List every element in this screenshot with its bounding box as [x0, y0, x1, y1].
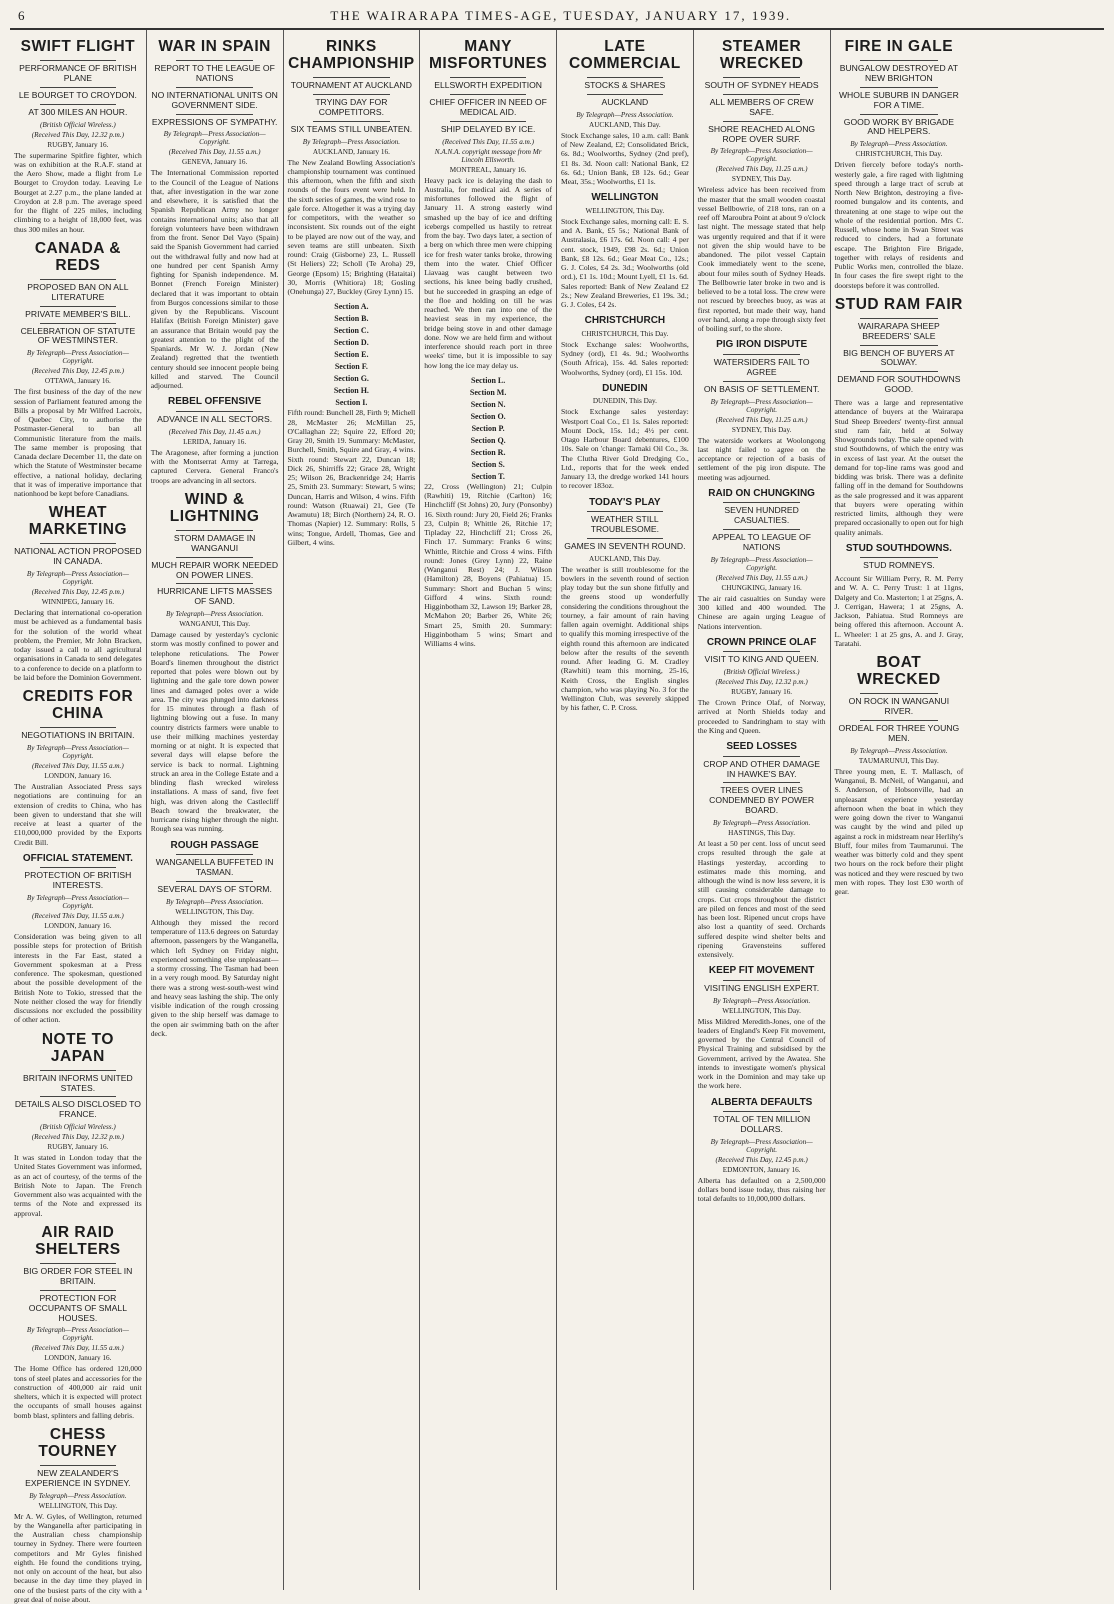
article-body: Stock Exchange sales yesterday: Westport Coal Co., £1 1s. Sales reported: Mount Dock, 15s. 1d.; 4½ per cent. Otago Harbour Board debentures, £100 10s. Sale on 'change: Tarnaki Oil Co., 3s. The Clutha River Gold Dredging Co., Ltd., reports that for the week ended January 13, the dredge worked 141 hours to recover 183oz.: [561, 407, 689, 491]
dateline: LONDON, January 16.: [44, 1354, 112, 1363]
article: [698, 965, 826, 1090]
byline: By Telegraph—Press Association—Copyright.: [710, 1137, 813, 1154]
divider-rule: [723, 77, 800, 78]
received-note: (Received This Day, 11.25 a.m.): [715, 165, 808, 174]
article: [561, 497, 689, 713]
column-7: [831, 30, 968, 1590]
received-note: (Received This Day, 12.32 p.m.): [31, 130, 124, 139]
divider-rule: [313, 77, 390, 78]
divider-rule: [40, 306, 117, 307]
subheadline: SEED LOSSES: [726, 741, 797, 753]
page-number: 6: [18, 8, 26, 23]
article: [835, 296, 964, 537]
divider-rule: [313, 121, 390, 122]
divider-rule: [40, 1465, 117, 1466]
dateline: GENEVA, January 16.: [181, 158, 248, 167]
divider-rule: [723, 94, 800, 95]
article: [561, 315, 689, 377]
byline: By Telegraph—Press Association.: [302, 137, 401, 146]
headline: CREDITS FOR CHINA: [22, 688, 134, 723]
section-heading: Section F.: [334, 362, 368, 372]
divider-rule: [860, 345, 937, 346]
article: [424, 38, 552, 370]
subheadline: KEEP FIT MOVEMENT: [708, 965, 815, 977]
subheadline: ELLSWORTH EXPEDITION: [434, 80, 542, 91]
article-body: The first business of the day of the new session of Parliament featured among the Bills a proposal by Mr Wilfred Lacroix, of Quebec City, to authorise the Postmaster-General to ban all Communistic literature from the mails. The same member is proposing that Canada declare December 11, the date on which the Statute of Westminster became effective, a national holiday, declaring that it was of imperative importance that nationhood be kept before Canadians.: [14, 387, 142, 499]
article-body: Three young men, E. T. Mallasch, of Wanganui, B. McNeil, of Wanganui, and S. Anderson, of Hobsonville, had an unpleasant experience yesterday afternoon when the boat in which they were going down the river to Wanganui was caught by the wind and piled up against a rock in midstream near Herlihy's Bluff, four miles from Taumarunui. The weather was bitterly cold and they spent two hours on the rock before their plight was noticed and they were rescued by two men with ropes. They lost £30 worth of gear.: [834, 766, 964, 897]
article: [698, 38, 826, 333]
article-body: Consideration was being given to all possible steps for protection of British interests in the Far East, stated a Government spokesman at a Press conference. The spokesman, questioned about the possible development of the British Note to Tokio, stressed that the Note neither closed the way for friendly discussions nor excluded the possibility of other action.: [14, 932, 142, 1025]
dateline: AUCKLAND, This Day.: [589, 120, 661, 129]
byline: By Telegraph—Press Association—Copyright.: [710, 555, 813, 572]
section-heading: Section T.: [471, 471, 505, 481]
column-2: [147, 30, 284, 1590]
section-heading: Section L.: [471, 375, 506, 385]
byline: By Telegraph—Press Association—Copyright.: [26, 894, 129, 911]
byline: (British Official Wireless.): [723, 668, 800, 677]
article-body: The Crown Prince Olaf, of Norway, arrived at North Shields today and proceeded to Sandringham to stay with the King and Queen.: [697, 698, 826, 735]
subheadline: SOUTH OF SYDNEY HEADS: [704, 80, 819, 91]
headline: WAR IN SPAIN: [158, 38, 271, 55]
dateline: WELLINGTON, This Day.: [722, 1006, 801, 1015]
subheadline: NO INTERNATIONAL UNITS ON GOVERNMENT SIDE.: [151, 89, 278, 110]
divider-rule: [723, 381, 800, 382]
byline: By Telegraph—Press Association.: [29, 1491, 127, 1500]
subheadline: DUNEDIN: [602, 382, 648, 394]
byline: (Received This Day, 11.55 a.m.): [442, 137, 534, 146]
subheadline: NEW ZEALANDER'S EXPERIENCE IN SYDNEY.: [25, 1467, 131, 1488]
byline: By Telegraph—Press Association.: [850, 140, 948, 149]
received-note: (Received This Day, 12.32 p.m.): [31, 1133, 124, 1142]
section-heading: Section D.: [334, 338, 369, 348]
subheadline: ADVANCE IN ALL SECTORS.: [157, 413, 273, 424]
dateline: WANGANUI, This Day.: [179, 620, 251, 629]
headline: STEAMER WRECKED: [719, 38, 804, 73]
subheadline: NATIONAL ACTION PROPOSED IN CANADA.: [14, 546, 142, 567]
subheadline: BIG ORDER FOR STEEL IN BRITAIN.: [23, 1266, 133, 1286]
article: [698, 1097, 826, 1204]
section-heading: Section R.: [470, 447, 506, 457]
dateline: OTTAWA, January 16.: [44, 377, 111, 386]
subheadline: PROPOSED BAN ON ALL LITERATURE: [27, 281, 129, 302]
divider-rule: [587, 511, 664, 512]
subheadline: VISITING ENGLISH EXPERT.: [704, 982, 820, 993]
divider-rule: [587, 538, 664, 539]
divider-rule: [860, 693, 937, 694]
received-note: (Received This Day, 11.55 a.m.): [715, 573, 808, 582]
subheadline: WAIRARAPA SHEEP BREEDERS' SALE: [858, 320, 940, 341]
headline: SWIFT FLIGHT: [20, 38, 136, 55]
article: [835, 654, 964, 896]
subheadline: ALBERTA DEFAULTS: [710, 1096, 813, 1108]
subheadline: PRIVATE MEMBER'S BILL.: [25, 308, 131, 319]
section-heading: Section I.: [335, 398, 368, 408]
subheadline: RAID ON CHUNGKING: [708, 487, 815, 499]
divider-rule: [860, 114, 937, 115]
divider-rule: [860, 557, 937, 558]
byline: By Telegraph—Press Association—Copyright.: [26, 570, 129, 587]
section-heading: Section G.: [333, 374, 369, 384]
subheadline: REPORT TO THE LEAGUE OF NATIONS: [154, 63, 275, 83]
article-body: The supermarine Spitfire fighter, which was on exhibition at the R.A.F. stand at the Aero Show, made a flight from Le Bourget to Croydon today. Leaving Le Bourget at 2.27 p.m., the plane landed at Croydon at 2.8 p.m. The average speed for the flight of 225 miles, including climbing to a height of 18,000 feet, was thus 300 miles an hour.: [14, 150, 142, 234]
section-heading: Section S.: [471, 459, 505, 469]
dateline: AUCKLAND, This Day.: [589, 554, 661, 563]
subheadline: STUD ROMNEYS.: [863, 560, 935, 571]
received-note: (Received This Day, 11.45 a.m.): [168, 427, 261, 436]
divider-rule: [176, 60, 253, 61]
divider-rule: [176, 87, 253, 88]
subheadline: PIG IRON DISPUTE: [716, 339, 808, 351]
byline: By Telegraph—Press Association.: [576, 110, 674, 119]
subheadline: ROUGH PASSAGE: [170, 839, 259, 851]
article-body: Fifth round: Bunchell 28, Firth 9; Michell 28, McMaster 26; McMillan 25, O'Callaghan 22; Squire 22, Efford 20; Gray 20, Smith 19. Summary: McMaster, Burchell, Smith, Squire and Gray, 4 wins. Sixth round: Stewart 22, Duncan 18; Dick 26, Shirriffs 22; Grace 28, Wright 25; Wilson 26, Brackenridge 24; Harris 25, Smith 23. Summary: Stewart, 5 wins; Duncan, Harris and Wilson, 4 wins. Fifth round: Watson (Ruawai) 21, Gee (Te Awamutu) 18; Birch (Northern) 24, R. O. Thomas (Napier) 12. Summary: Rolls, 5 wins; Tongue, Ardell, Thomas, Gee and Gilbert, 4 wins.: [287, 408, 416, 547]
divider-rule: [40, 867, 117, 868]
article: [288, 302, 416, 547]
divider-rule: [40, 1290, 117, 1291]
dateline: CHUNGKING, January 16.: [721, 583, 802, 592]
divider-rule: [176, 583, 253, 584]
article-body: Stock Exchange sales, morning call: E. S. and A. Bank, £5 5s.; National Bank of Australasia, £6 17s. 6d. Noon call: 4 per cent. stock, 1949, £98 2s. 6d.; Union Bank, £8 12s. 6d.; Gear Meat Co., 12s.; G. J. Coles, £4 2s. 3d.; Woolworths (old ord.), £1 1s. 10d.; Mount Lyell, £1 1s. 6d. Sales reported: Bank of New Zealand £2 2s.; New Zealand Breweries, £1 19s. 3d.; G. J. Coles, £4 2s.: [561, 216, 689, 310]
article-body: Wireless advice has been received from the master that the small wooden coastal vessel Bellbowrie, of 218 tons, ran on a reef off Maroubra Point at about 9 o'clock last night. The message stated that help was urgently required and that if it were not given the ship would have to be abandoned. The pilot vessel Captain Cook immediately went to the scene, about four miles south of Sydney Heads. The Bellbowrie later broke in two and is believed to be a total loss. The crew were not rescued by breeches buoy, as was at first reported, but made their way, hand over hand, along a rope through sixty feet of boiling surf, to the shore.: [697, 185, 826, 334]
article-body: It was stated in London today that the United States Government was informed, as an act of courtesy, of the terms of the British Note to Japan. The French Government also was acquainted with the terms of the Note and expressed its approval.: [14, 1153, 142, 1218]
received-note: (Received This Day, 11.55 a.m.): [32, 912, 124, 921]
headline: MANY MISFORTUNES: [428, 38, 548, 73]
subheadline: TRYING DAY FOR COMPETITORS.: [315, 96, 388, 117]
divider-rule: [723, 121, 800, 122]
divider-rule: [723, 980, 800, 981]
subheadline: SEVEN HUNDRED CASUALTIES.: [724, 505, 799, 526]
article-body: There was a large and representative attendance of buyers at the Wairarapa Stud Sheep Breeders' twenty-first annual stud ram fair, held at Solway Showgrounds today. The sale opened with stud Southdowns, of which the entry was in excess of last year. At the outset the demand for top-line rams was good and bidding was brisk. There was a definite falling off in the demand for Southdowns as the sale progressed and it was apparent that buyers were operating within restricted limits, although they were prepared occasionally to open out for high quality animals.: [834, 398, 964, 537]
byline: (British Official Wireless.): [39, 1123, 116, 1132]
column-5: [557, 30, 694, 1590]
divider-rule: [723, 354, 800, 355]
article: [698, 339, 826, 481]
divider-rule: [860, 371, 937, 372]
column-1: [10, 30, 147, 1604]
article-body: The Australian Associated Press says negotiations are continuing for an extension of credits to China, who has been given to understand that she will receive at least a quarter of the £10,000,000 provided by the Exports Credit Bill.: [14, 782, 142, 847]
dateline: LERIDA, January 16.: [183, 437, 247, 446]
dateline: SYDNEY, This Day.: [731, 175, 792, 184]
headline: AIR RAID SHELTERS: [35, 1223, 121, 1258]
headline: LATE COMMERCIAL: [568, 38, 681, 73]
dateline: AUCKLAND, January 16.: [312, 147, 390, 156]
dateline: WELLINGTON, This Day.: [175, 907, 254, 916]
section-heading: Section Q.: [470, 435, 506, 445]
divider-rule: [40, 1070, 117, 1071]
subheadline: SHORE REACHED ALONG ROPE OVER SURF.: [708, 123, 816, 144]
article: [14, 688, 142, 847]
subheadline: ORDEAL FOR THREE YOUNG MEN.: [838, 723, 960, 743]
dateline: DUNEDIN, This Day.: [592, 397, 657, 406]
article: [14, 1224, 142, 1420]
subheadline: PROTECTION OF BRITISH INTERESTS.: [24, 870, 132, 891]
divider-rule: [860, 720, 937, 721]
subheadline: SHIP DELAYED BY ICE.: [440, 123, 536, 134]
received-note: (Received This Day, 11.55 a.m.): [32, 762, 124, 771]
subheadline: TOURNAMENT AT AUCKLAND: [290, 80, 412, 91]
byline: (British Official Wireless.): [39, 120, 116, 129]
subheadline: MUCH REPAIR WORK NEEDED ON POWER LINES.: [151, 559, 279, 580]
article-body: 22, Cross (Wellington) 21; Culpin (Rawhiti) 19, Ritchie (Carlton) 16; Hinchcliff (St Johns) 20, Jury (Ponsonby) 16. Sixth round: Jury 20, Field 26; Franks 23, Culpin 8; Whittle 26, Ritchie 17; Tipladay 22, Hinchcliff 21; Cross 26, Finch 17. Summary: Franks 6 wins; Whittle, Ritchie and Cross 4 wins. Fifth round: Jones (Grey Lynn) 22, Raine (Wanganui Rest) 24; J. Wilson (Hamilton) 28, Boyens (Pahiatua) 15. Summary: Short and Buchan 5 wins; Gifford 4 wins. Sixth round: Higginbotham 32, Lawson 19; Barker 28, McMahon 20; Barber 26, White 26; Smart 25, Smith 20. Summary: Higginbotham 5 wins; Smart and Williams 4 wins.: [424, 481, 552, 649]
section-heading: Section N.: [470, 399, 506, 409]
subheadline: ON BASIS OF SETTLEMENT.: [703, 383, 820, 394]
received-note: (Received This Day, 11.55 a.m.): [32, 1344, 124, 1353]
headline: FIRE IN GALE: [844, 38, 954, 55]
divider-rule: [860, 87, 937, 88]
byline: By Telegraph—Press Association—Copyright.: [26, 1326, 129, 1343]
divider-rule: [40, 279, 117, 280]
divider-rule: [176, 411, 253, 412]
divider-rule: [176, 530, 253, 531]
byline: By Telegraph—Press Association.: [850, 746, 948, 755]
subheadline: EXPRESSIONS OF SYMPATHY.: [151, 116, 278, 127]
article: [561, 383, 689, 491]
subheadline: OFFICIAL STATEMENT.: [22, 852, 133, 864]
subheadline: CHIEF OFFICER IN NEED OF MEDICAL AID.: [429, 96, 547, 117]
article: [561, 38, 689, 186]
received-note: (Received This Day, 11.55 a.m.): [168, 148, 261, 157]
received-note: (Received This Day, 12.32 p.m.): [715, 678, 808, 687]
masthead: [10, 6, 1104, 30]
headline: RINKS CHAMPIONSHIP: [288, 38, 415, 73]
divider-rule: [723, 502, 800, 503]
article-body: Declaring that international co-operation must be achieved as a fundamental basis for the solution of the world wheat problem, the Premier, Mr John Bracken, today issued a call to all agricultural organisations in Canada to send delegates to a conference to decide on a platform to be laid before the Dominion Government.: [14, 608, 142, 682]
received-note: (Received This Day, 12.45 p.m.): [715, 1155, 808, 1164]
divider-rule: [723, 1111, 800, 1112]
divider-rule: [176, 114, 253, 115]
divider-rule: [313, 94, 390, 95]
subheadline: GOOD WORK BY BRIGADE AND HELPERS.: [843, 116, 954, 137]
article: [151, 396, 279, 484]
dateline: WELLINGTON, This Day.: [585, 206, 665, 215]
article: [151, 840, 279, 1038]
subheadline: TODAY'S PLAY: [589, 496, 661, 508]
subheadline: STUD SOUTHDOWNS.: [845, 542, 952, 554]
article-body: The weather is still troublesome for the bowlers in the seventh round of section play today but the sun shone fitfully and the greens stood up wonderfully considering the conditions throughout the tourney, a fair amount of rain having fallen again overnight. Additional ships to qualify this morning irrespective of the eighth round this afternoon are indicated below after the results of the seventh round. After leading G. M. Cradley (Rawhiti) team this morning, 25-16, Keith Cross, the English singles champion, who was playing No. 3 for the Wellington Club, was severely skipped by his father, C. P. Cross.: [561, 564, 689, 713]
subheadline: BRITAIN INFORMS UNITED STATES.: [23, 1072, 133, 1093]
section-heading: Section M.: [469, 387, 507, 397]
received-note: (Received This Day, 12.45 p.m.): [31, 367, 124, 376]
subheadline: WEATHER STILL TROUBLESOME.: [590, 514, 660, 534]
article: [14, 1031, 142, 1218]
byline: By Telegraph—Press Association.: [712, 996, 811, 1005]
headline: WHEAT MARKETING: [28, 504, 128, 539]
headline: NOTE TO JAPAN: [41, 1030, 114, 1065]
divider-rule: [450, 77, 527, 78]
divider-rule: [40, 1263, 117, 1264]
newspaper-title: THE WAIRARAPA TIMES-AGE, TUESDAY, JANUARY 17, 1939.: [330, 8, 792, 23]
subheadline: LE BOURGET TO CROYDON.: [18, 89, 137, 100]
dateline: TAUMARUNUI, This Day.: [858, 756, 939, 765]
byline: By Telegraph—Press Association—Copyright.: [26, 349, 129, 366]
article-body: Damage caused by yesterday's cyclonic storm was mostly confined to power and telephone reticulations. The Power Board's linemen throughout the district reported that poles were blown out by lightning and the gale tore down power lines and damaged poles over a wide area. The city was plunged into darkness for 15 minutes through a flash of lightning blowing out a fuse. In many country districts farmers were unable to use their milking machines yesterday morning or at night. It is expected that several days will elapse before the service is back to normal. Lightning struck an area in the College Estate and a blinding flash wrecked wireless installations. A mass of sand, five feet high, was driven along the Castlecliff Beach toward the breakwater, the hurricane rising higher through the night. Rough sea was running.: [150, 630, 279, 834]
divider-rule: [723, 782, 800, 783]
subheadline: TOTAL OF TEN MILLION DOLLARS.: [713, 1114, 811, 1135]
subheadline: REBEL OFFENSIVE: [168, 396, 262, 408]
dateline: WELLINGTON, This Day.: [38, 1501, 118, 1510]
article: [698, 488, 826, 631]
subheadline: CROWN PRINCE OLAF: [706, 636, 817, 648]
dateline: RUGBY, January 16.: [731, 688, 793, 697]
divider-rule: [723, 529, 800, 530]
subheadline: PERFORMANCE OF BRITISH PLANE: [19, 63, 137, 83]
divider-rule: [723, 651, 800, 652]
divider-rule: [587, 94, 664, 95]
subheadline: VISIT TO KING AND QUEEN.: [704, 654, 819, 665]
section-heading: Section B.: [334, 314, 369, 324]
column-4: [420, 30, 557, 1590]
divider-rule: [40, 87, 117, 88]
article: [151, 491, 279, 834]
subheadline: TREES OVER LINES CONDEMNED BY POWER BOARD.: [709, 785, 815, 816]
subheadline: AT 300 MILES AN HOUR.: [28, 106, 128, 117]
subheadline: ALL MEMBERS OF CREW SAFE.: [709, 96, 814, 117]
article: [561, 192, 689, 309]
divider-rule: [40, 104, 117, 105]
byline: By Telegraph—Press Association.: [165, 610, 264, 619]
article-body: Stock Exchange sales, 10 a.m. call: Bank of New Zealand, £2; Consolidated Brick, 6s. 8d.; Woolworths, Sydney (2nd pref), £1 8s. 3d. Noon call: National Bank, £2 6s. 6d.; Union Bank, £8 12s. 6d.; Gear Meat, 35s.; Woolworths, £1 1s.: [561, 130, 689, 187]
article-body: Mr A. W. Gyles, of Wellington, returned by the Wanganella after participating in the Australian chess championship tourney in Sydney. There were fourteen competitors and Mr Gyles finished eighth. He found the conditions trying, not only on account of the heat, but also because in the day time they played in one of the busiest parts of the city with a great deal of noise about.: [14, 1511, 142, 1604]
article: [424, 376, 552, 649]
received-note: (Received This Day, 12.45 p.m.): [31, 588, 124, 597]
dateline: LONDON, January 16.: [44, 922, 112, 931]
dateline: WINNIPEG, January 16.: [41, 598, 114, 607]
article-body: Alberta has defaulted on a 2,500,000 dollars bond issue today, thus raising her total defaults to 10,000,000 dollars.: [697, 1175, 826, 1204]
subheadline: ON ROCK IN WANGANUI RIVER.: [848, 696, 950, 717]
subheadline: WHOLE SUBURB IN DANGER FOR A TIME.: [838, 89, 959, 110]
byline: By Telegraph—Press Association—Copyright.: [710, 397, 813, 414]
dateline: RUGBY, January 16.: [47, 140, 109, 149]
article: [14, 240, 142, 498]
article-body: Stock Exchange sales: Woolworths, Sydney (ord), £1 4s. 9d.; Woolworths (South Africa), 15s. 4d. Sales reported: Woolworths, Sydney (ord), £1 15s. 10d.: [561, 339, 689, 377]
section-heading: Section A.: [334, 302, 369, 312]
dateline: LONDON, January 16.: [44, 772, 112, 781]
section-heading: Section P.: [471, 423, 505, 433]
article-body: The waterside workers at Woolongong last night failed to agree on the acceptance or rejection of a basis of settlement of the pig iron dispute. The meeting was adjourned.: [697, 435, 826, 482]
article-body: Although they missed the record temperature of 113.6 degrees on Saturday afternoon, passengers by the Wanganella, which left Sydney on Friday night, experienced something else unpleasant—a stormy crossing. The Tasman had been in a very rough mood. By Saturday night there was a strong west-south-west wind and heavy seas lashing the ship. The only visible indication of the rough crossing given to the ship herself was damage to the open air swimming bath on the after deck.: [150, 917, 279, 1038]
subheadline: DETAILS ALSO DISCLOSED TO FRANCE.: [14, 1099, 141, 1120]
subheadline: SEVERAL DAYS OF STORM.: [157, 883, 272, 894]
article-body: At least a 50 per cent. loss of uncut seed crops resulted through the gale at Hastings yesterday, according to estimates made this morning, and although the wind is now less severe, it is still causing considerable damage to crops. Cut crops throughout the district are piled on fences and most of the seed has been lost. Ripened uncut crops have also lost a quantity of seed. Orchards suffered despite wind shelter belts and ripening Gravensteins suffered extensively.: [697, 839, 826, 960]
divider-rule: [450, 94, 527, 95]
divider-rule: [587, 77, 664, 78]
column-3: [284, 30, 421, 1590]
article-body: The Aragonese, after forming a junction with the Montserrat Army at Tarrega, captured Cervera. General Franco's troops are advancing in all sectors.: [150, 447, 279, 485]
divider-rule: [40, 543, 117, 544]
divider-rule: [860, 318, 937, 319]
subheadline: STORM DAMAGE IN WANGANUI: [173, 532, 256, 553]
dateline: MONTREAL, January 16.: [449, 165, 527, 174]
divider-rule: [40, 1096, 117, 1097]
article: [698, 741, 826, 959]
section-heading: Section E.: [334, 350, 369, 360]
dateline: EDMONTON, January 16.: [722, 1165, 801, 1174]
subheadline: DEMAND FOR SOUTHDOWNS GOOD.: [837, 374, 961, 395]
dateline: HASTINGS, This Day.: [728, 829, 796, 838]
article: [14, 853, 142, 1025]
subheadline: NEGOTIATIONS IN BRITAIN.: [21, 730, 135, 741]
subheadline: HURRICANE LIFTS MASSES OF SAND.: [157, 586, 273, 607]
article-body: Miss Mildred Meredith-Jones, one of the leaders of England's Keep Fit movement, governed by the Central Council of Physical Training and subsidised by the Government, arrived by the Awatea. She intends to investigate women's physical work in the Dominion and may take up the work here.: [697, 1016, 826, 1091]
section-heading: Section H.: [333, 386, 369, 396]
dateline: RUGBY, January 16.: [47, 1143, 109, 1152]
subheadline: AUCKLAND: [601, 96, 649, 107]
subheadline: WANGANELLA BUFFETED IN TASMAN.: [155, 857, 274, 878]
article: [288, 38, 416, 296]
divider-rule: [40, 323, 117, 324]
article-body: Driven fiercely before today's north-westerly gale, a fire raged with lightning speed through a large tract of scrub at North New Brighton, destroying a five-roomed bungalow and its contents, and threatening at one stage to wipe out the whole of the residential portion. Mrs C. Russell, whose home in Swan Street was reduced to cinders, had a fortunate escape. The Brighton Fire Brigade, together with relays of residents and Public Works men, controlled the blaze. In four cases the fire swept right to the doorsteps before it was controlled.: [834, 160, 964, 290]
subheadline: GAMES IN SEVENTH ROUND.: [564, 540, 686, 551]
subheadline: STOCKS & SHARES: [584, 80, 666, 91]
article: [835, 543, 964, 648]
divider-rule: [450, 121, 527, 122]
article-body: Account Sir William Perry, R. M. Perry and W. A. C. Perry Trust: 1 at 11gns, Dalgety and Co. Masterton; 1 at 25gns, A. J. Cerrigan, Hawera; 1 at 25gns, A. Jackson, Pahiatua. Stud Romneys are being offered this afternoon. Account A. L. Wheeler: 1 at 25 gns, A. and J. Gray, Taratahi.: [834, 574, 964, 648]
columns: [10, 30, 1104, 1604]
article: [14, 38, 142, 234]
article: [698, 637, 826, 735]
article-body: Heavy pack ice is delaying the dash to Australia, for medical aid. A series of misfortunes followed the flight of January 11. A strong easterly wind smashed up the bay of ice and drifting icebergs compelled us hastily to retreat from the bay. Two days later, a section of a berg on which three men were chipping ice for fresh water tanks broke, throwing them into the water. Chief Officer Liavaag was caught between two sections, his knee being badly crushed, but he succeeded in grasping an edge of the floe and holding on till he was reached. We then ran into one of the heaviest seas in my experience, the bridge being stove in and other damage done. Now we are held firm and without interference should reach port in three weeks' time, but it is impossible to say how long the ice may delay us.: [424, 175, 552, 370]
subheadline: CELEBRATION OF STATUTE OF WESTMINSTER.: [20, 325, 136, 346]
divider-rule: [723, 756, 800, 757]
section-heading: Section O.: [470, 411, 506, 421]
article-body: The New Zealand Bowling Association's championship tournament was continued this afternoon, when the fifth and sixth rounds of the fours event were held. In the sixth series of games, the wind rose to gale force. Altogether it was a trying day for competitors, with the weather so inconsistent. Six rounds out of the eight to be played are now out of the way, and seven teams are still unbeaten. Sixth round: Craig (Gisborne) 23, L. Russell (St Heliers) 22; Scholl (Te Aroha) 29, George (Epsom) 15; Brighting (Hataitai) 30, Morris (Whitiora) 18; Gosling (Onehunga) 27, Buckley (Grey Lynn) 15.: [287, 157, 416, 297]
headline: BOAT WRECKED: [857, 654, 941, 689]
headline: CHESS TOURNEY: [38, 1425, 118, 1460]
subheadline: APPEAL TO LEAGUE OF NATIONS: [712, 532, 811, 552]
subheadline: CHRISTCHURCH: [584, 315, 666, 327]
received-note: N.A.N.A. copyright message from Mr Lincoln Ellsworth.: [434, 147, 542, 164]
byline: By Telegraph—Press Association—Copyright.: [710, 147, 813, 164]
headline: STUD RAM FAIR: [834, 295, 963, 313]
headline: WIND & LIGHTNING: [169, 490, 260, 525]
subheadline: CROP AND OTHER DAMAGE IN HAWKE'S BAY.: [703, 758, 821, 779]
article: [151, 38, 279, 390]
headline: CANADA & REDS: [34, 239, 121, 274]
subheadline: WELLINGTON: [591, 192, 659, 204]
subheadline: BUNGALOW DESTROYED AT NEW BRIGHTON: [839, 63, 958, 83]
byline: By Telegraph—Press Association.: [165, 897, 264, 906]
section-heading: Section C.: [334, 326, 369, 336]
divider-rule: [40, 60, 117, 61]
dateline: CHRISTCHURCH, This Day.: [581, 329, 669, 338]
article: [14, 1426, 142, 1604]
dateline: CHRISTCHURCH, This Day.: [855, 150, 943, 159]
divider-rule: [176, 854, 253, 855]
received-note: (Received This Day, 11.25 a.m.): [715, 415, 808, 424]
subheadline: PROTECTION FOR OCCUPANTS OF SMALL HOUSES.: [28, 1292, 127, 1323]
dateline: SYDNEY, This Day.: [731, 425, 792, 434]
byline: By Telegraph—Press Association—Copyright.: [163, 130, 266, 147]
subheadline: BIG BENCH OF BUYERS AT SOLWAY.: [843, 347, 955, 368]
divider-rule: [176, 557, 253, 558]
article-body: The Home Office has ordered 120,000 tons of steel plates and accessories for the construction of 400,000 air raid unit shelters, which it is expected will protect the occupants of small houses against bomb blast, splinters and falling debris.: [14, 1364, 142, 1420]
article-body: The International Commission reported to the Council of the League of Nations that, after investigation in the war zone and elsewhere, it is satisfied that the Spanish Republican Army no longer contains international units; also that all foreign volunteers have been withdrawn from the front. Senor Del Vayo (Spain) said the Spanish Government had carried out the withdrawal fully and now had at one hundred per cent Spanish Army fighting for Spanish independence. M. Bonnet (French Foreign Minister) declared that it was important to obtain from Burgos concessions similar to those given by the Republicans. Viscount Halifax (British Foreign Minister) gave an assurance that Britain would pay the greatest attention to the plight of the Spaniards. Mr W. J. Jordan (New Zealand) regretted that the twentieth century should see innocent people being killed and starved. The Council adjourned.: [150, 168, 279, 391]
article-body: The air raid casualties on Sunday were 300 killed and 400 wounded. The Chinese are again urging League of Nations intervention.: [697, 593, 826, 631]
byline: By Telegraph—Press Association—Copyright.: [26, 744, 129, 761]
article: [14, 504, 142, 682]
byline: By Telegraph—Press Association.: [712, 819, 811, 828]
divider-rule: [176, 881, 253, 882]
column-6: [694, 30, 831, 1590]
divider-rule: [40, 727, 117, 728]
subheadline: SIX TEAMS STILL UNBEATEN.: [290, 123, 413, 134]
article: [835, 38, 964, 290]
subheadline: WATERSIDERS FAIL TO AGREE: [713, 356, 810, 377]
divider-rule: [860, 60, 937, 61]
